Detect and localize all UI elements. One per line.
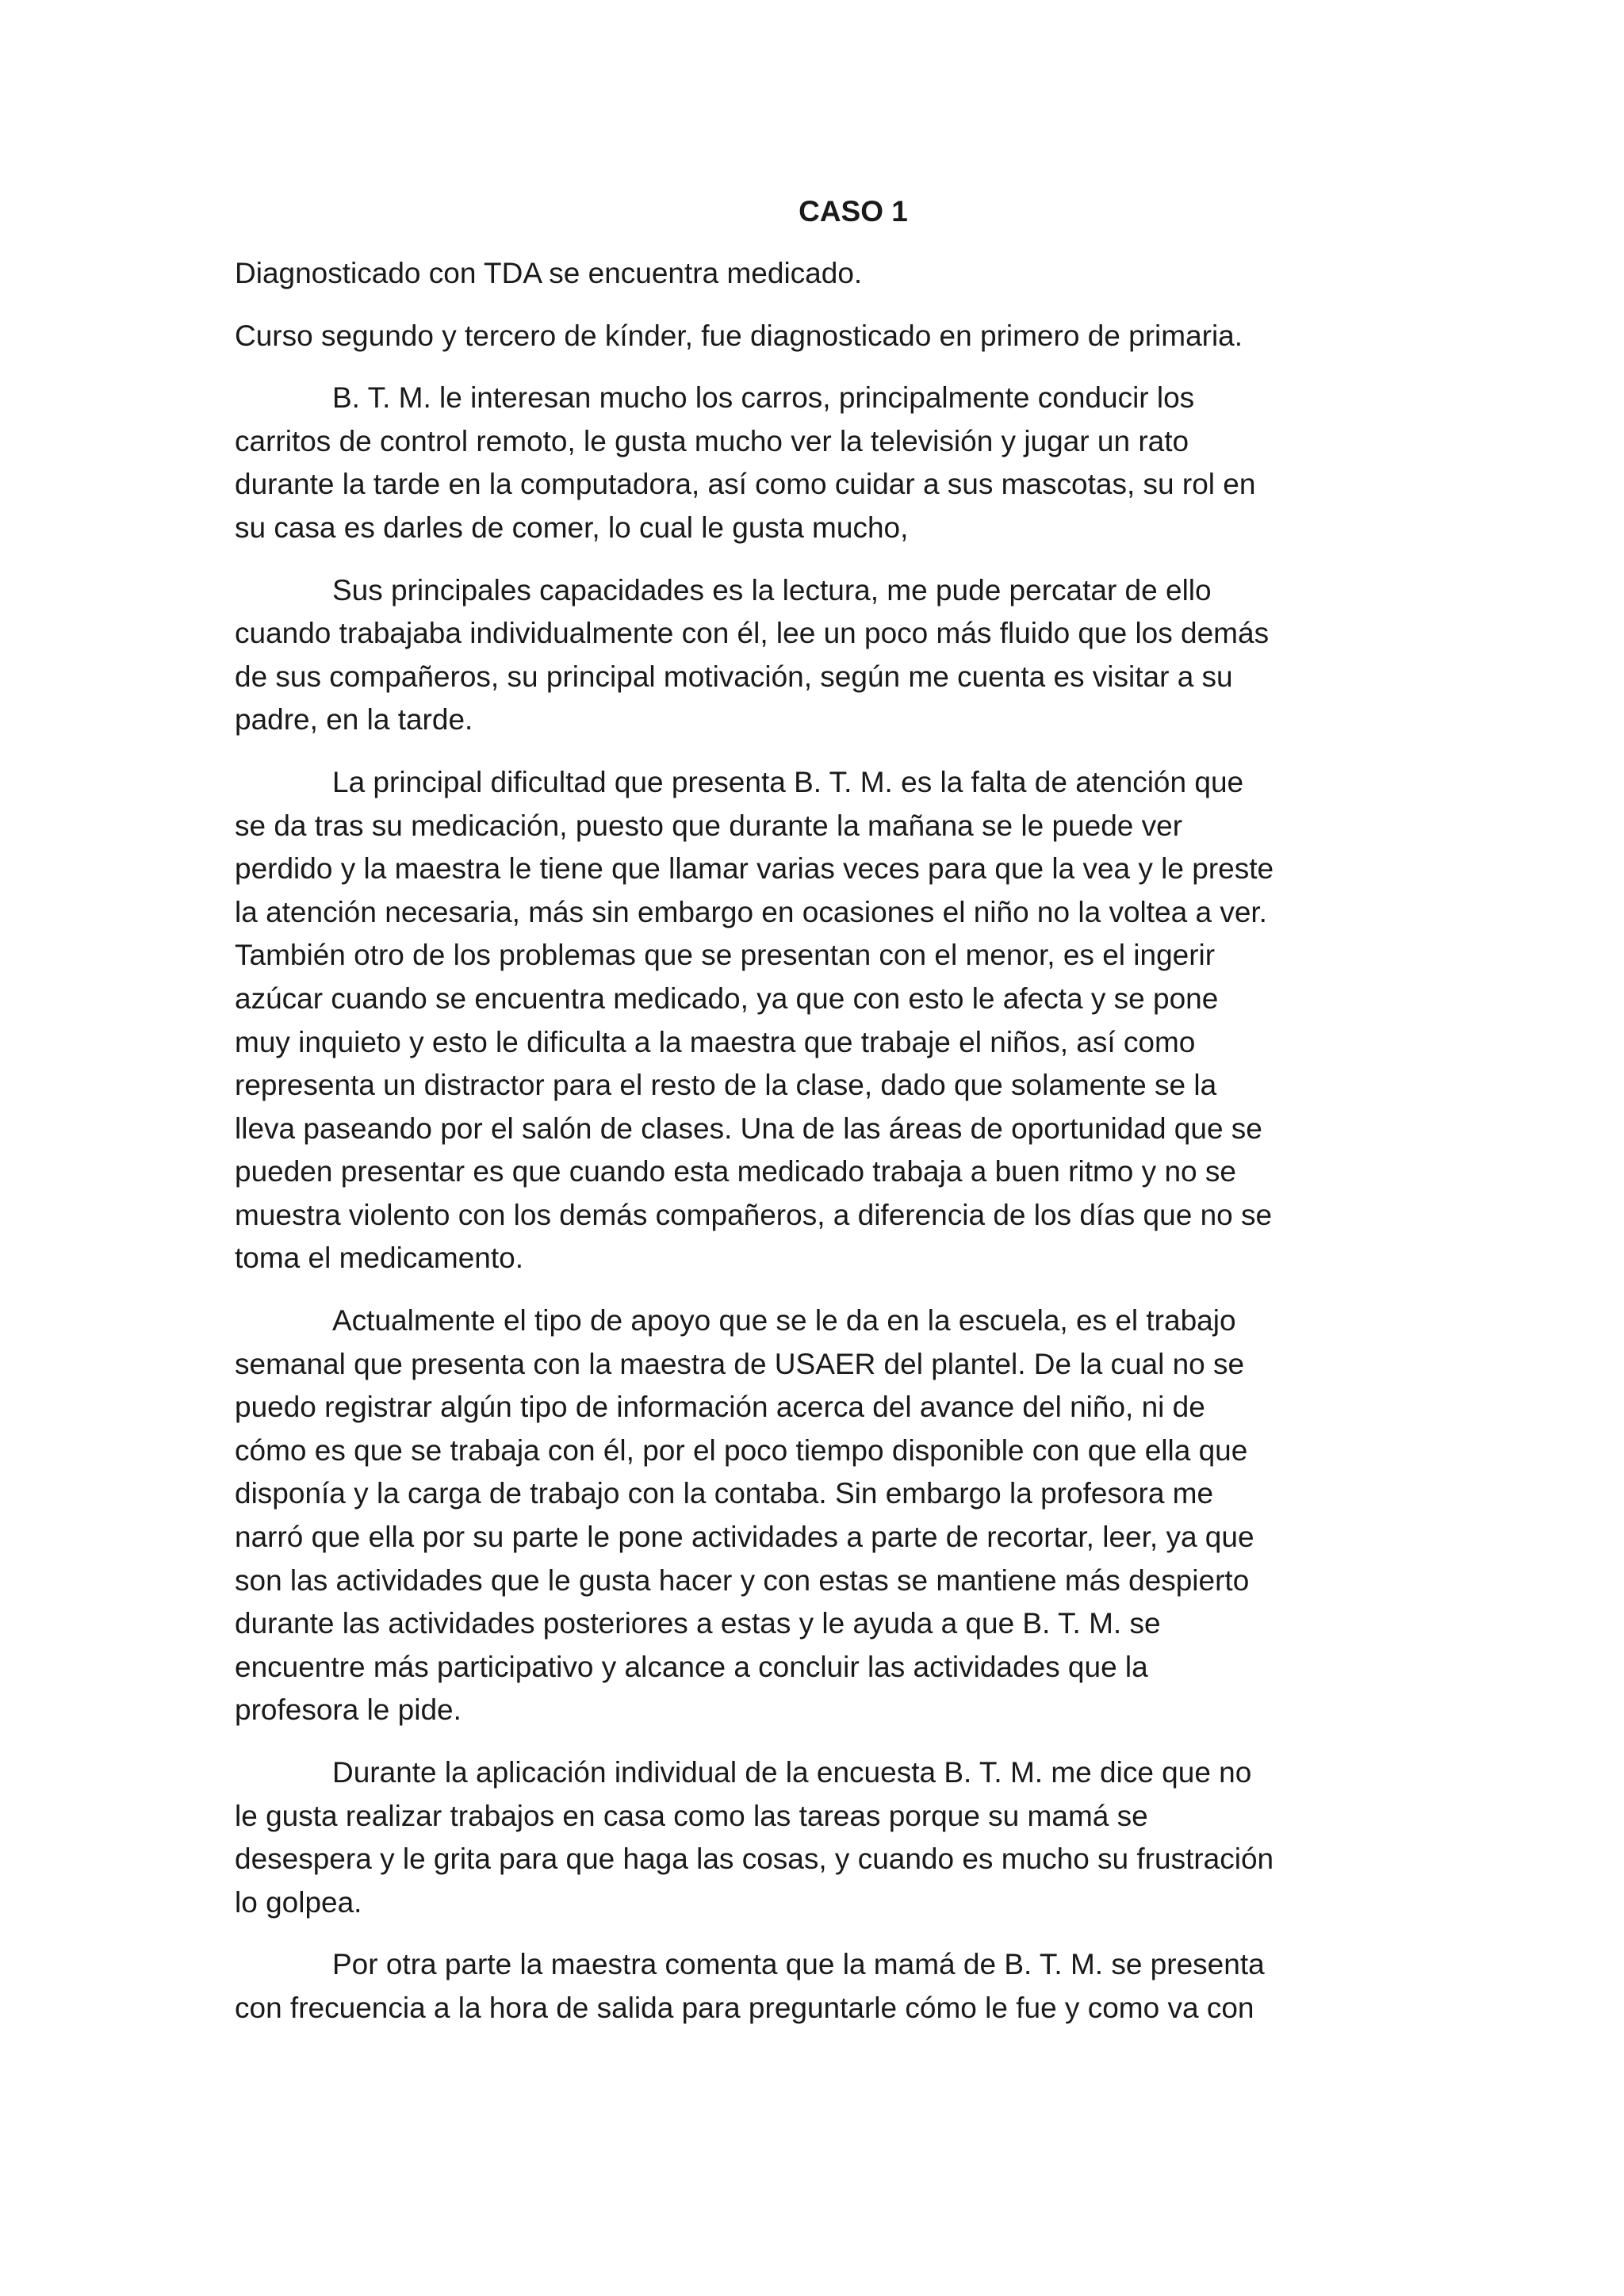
paragraph-line: pueden presentar es que cuando esta medicado trabaja a buen ritmo y no se — [235, 1155, 1236, 1188]
paragraph-line: carritos de control remoto, le gusta mucho ver la televisión y jugar un rato — [235, 424, 1189, 457]
paragraph-line: Durante la aplicación individual de la encuesta B. T. M. me dice que no — [332, 1756, 1252, 1789]
paragraph — [235, 1943, 1408, 2030]
paragraph-line: También otro de los problemas que se presentan con el menor, es el ingerir — [235, 939, 1216, 972]
document-body — [235, 190, 1408, 2049]
paragraph-line: muestra violento con los demás compañeros, a diferencia de los días que no se — [235, 1198, 1273, 1231]
paragraph-line: desespera y le grita para que haga las cosas, y cuando es mucho su frustración — [235, 1843, 1274, 1876]
paragraph-line: narró que ella por su parte le pone actividades a parte de recortar, leer, ya que — [235, 1521, 1254, 1554]
paragraph-line: su casa es darles de comer, lo cual le gusta mucho, — [235, 511, 909, 544]
paragraph-line: profesora le pide. — [235, 1693, 462, 1727]
paragraph — [235, 569, 1408, 742]
paragraph-line: puedo registrar algún tipo de información acerca del avance del niño, ni de — [235, 1391, 1205, 1424]
paragraph — [235, 1299, 1408, 1732]
paragraph-line: La principal dificultad que presenta B. T. M. es la falta de atención que — [332, 765, 1244, 798]
paragraph-line: se da tras su medicación, puesto que durante la mañana se le puede ver — [235, 809, 1183, 842]
paragraph-line: cómo es que se trabaja con él, por el poco tiempo disponible con que ella que — [235, 1433, 1248, 1467]
paragraph — [235, 761, 1408, 1280]
paragraph-line: lo golpea. — [235, 1885, 362, 1919]
paragraph-line: disponía y la carga de trabajo con la contaba. Sin embargo la profesora me — [235, 1477, 1214, 1510]
paragraph-line: la atención necesaria, más sin embargo en ocasiones el niño no la voltea a ver. — [235, 895, 1267, 928]
paragraph-line: Curso segundo y tercero de kínder, fue diagnosticado en primero de primaria. — [235, 319, 1243, 352]
paragraph — [235, 252, 1408, 296]
paragraph-line: durante las actividades posteriores a estas y le ayuda a que B. T. M. se — [235, 1607, 1161, 1640]
paragraph-line: durante la tarde en la computadora, así como cuidar a sus mascotas, su rol en — [235, 468, 1256, 501]
paragraph — [235, 377, 1408, 549]
paragraph-line: le gusta realizar trabajos en casa como las tareas porque su mamá se — [235, 1799, 1148, 1832]
paragraph-line: semanal que presenta con la maestra de USAER del plantel. De la cual no se — [235, 1347, 1245, 1380]
paragraph-line: encuentre más participativo y alcance a concluir las actividades que la — [235, 1650, 1148, 1683]
paragraph-line: Diagnosticado con TDA se encuentra medicado. — [235, 257, 863, 289]
paragraph-line: cuando trabajaba individualmente con él, lee un poco más fluido que los demás — [235, 617, 1270, 650]
paragraph — [235, 315, 1408, 358]
paragraph-line: con frecuencia a la hora de salida para preguntarle cómo le fue y como va con — [235, 1991, 1254, 2024]
paragraph-line: Por otra parte la maestra comenta que la mamá de B. T. M. se presenta — [332, 1948, 1265, 1981]
paragraph-container — [235, 252, 1408, 2030]
paragraph-line: Sus principales capacidades es la lectura, me pude percatar de ello — [332, 573, 1212, 607]
paragraph-line: Actualmente el tipo de apoyo que se le da en la escuela, es el trabajo — [332, 1304, 1236, 1337]
paragraph-line: muy inquieto y esto le dificulta a la maestra que trabaje el niños, así como — [235, 1025, 1196, 1058]
paragraph-line: representa un distractor para el resto de la clase, dado que solamente se la — [235, 1069, 1217, 1102]
paragraph-line: de sus compañeros, su principal motivación, según me cuenta es visitar a su — [235, 660, 1233, 693]
paragraph-line: B. T. M. le interesan mucho los carros, principalmente conducir los — [332, 381, 1195, 415]
paragraph-line: perdido y la maestra le tiene que llamar varias veces para que la vea y le preste — [235, 852, 1274, 886]
document-title: CASO 1 — [799, 195, 908, 228]
paragraph-line: padre, en la tarde. — [235, 703, 473, 737]
paragraph-line: azúcar cuando se encuentra medicado, ya que con esto le afecta y se pone — [235, 982, 1219, 1015]
paragraph — [235, 1751, 1408, 1924]
paragraph-line: son las actividades que le gusta hacer y con estas se mantiene más despierto — [235, 1563, 1250, 1597]
paragraph-line: lleva paseando por el salón de clases. Una de las áreas de oportunidad que se — [235, 1112, 1262, 1145]
paragraph-line: toma el medicamento. — [235, 1242, 524, 1275]
